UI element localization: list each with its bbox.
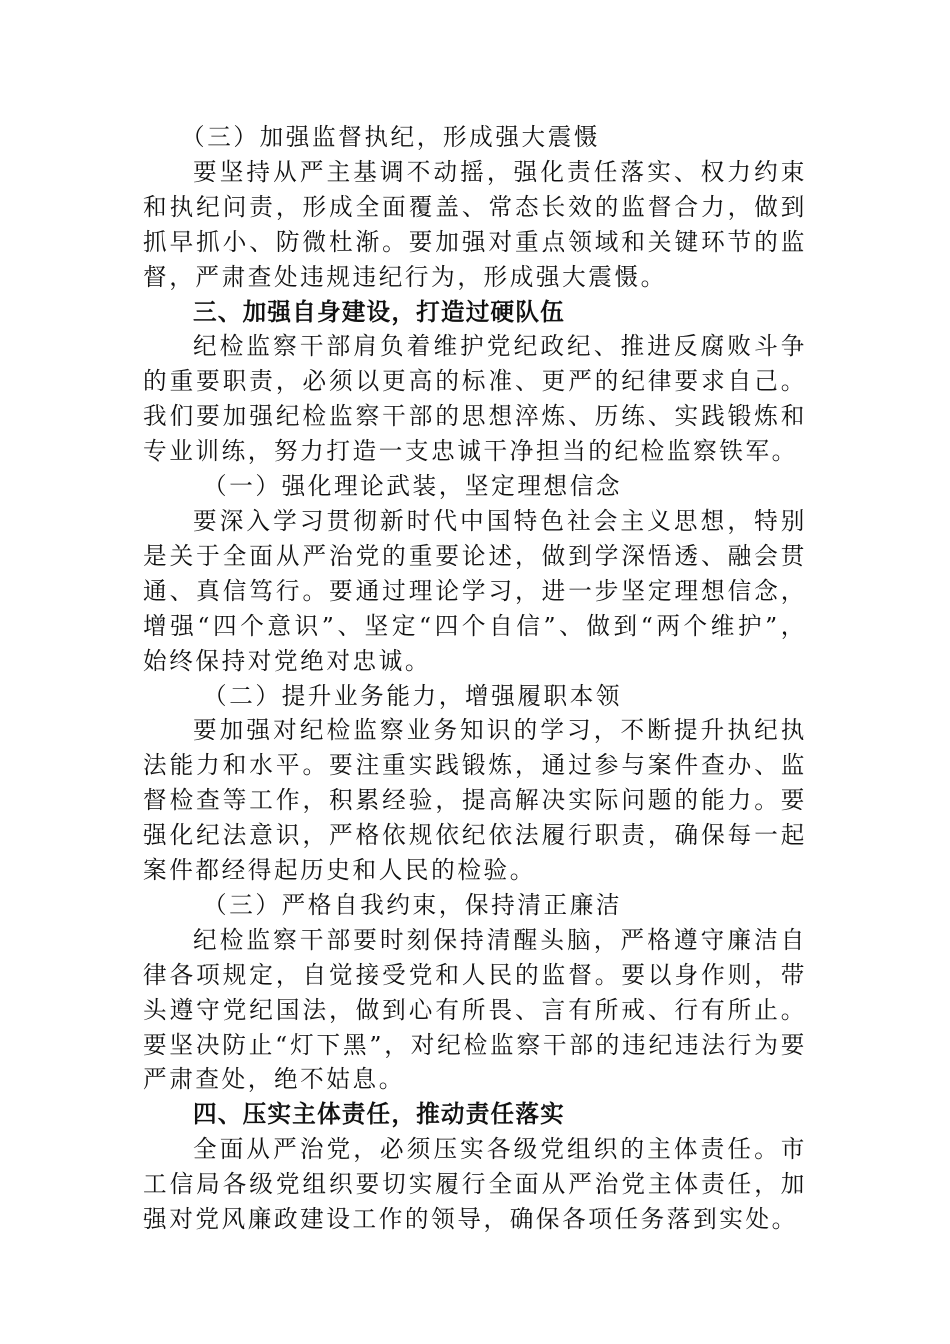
paragraph-theory: 要深入学习贯彻新时代中国特色社会主义思想，特别是关于全面从严治党的重要论述，做到学深悟透、融会贯通、真信笃行。要通过理论学习，进一步坚定理想信念，增强“四个意识”、坚定“四个自信”、做到“两个维护”，始终保持对党绝对忠诚。 — [143, 506, 807, 675]
subheading-theory: （一）强化理论武装，坚定理想信念 — [203, 472, 623, 501]
subheading-business-ability: （二）提升业务能力，增强履职本领 — [203, 681, 623, 710]
paragraph-responsibility: 全面从严治党，必须压实各级党组织的主体责任。市工信局各级党组织要切实履行全面从严治党主体责任，加强对党风廉政建设工作的领导，确保各项任务落到实处。 — [143, 1135, 807, 1234]
paragraph-self-building: 纪检监察干部肩负着维护党纪政纪、推进反腐败斗争的重要职责，必须以更高的标准、更严的纪律要求自己。我们要加强纪检监察干部的思想淬炼、历练、实践锻炼和专业训练，努力打造一支忠诚干净担当的纪检监察铁军。 — [143, 332, 807, 466]
document-body — [143, 120, 807, 1237]
section-heading-self-building: 三、加强自身建设，打造过硬队伍 — [193, 297, 565, 326]
section-heading-responsibility: 四、压实主体责任，推动责任落实 — [193, 1100, 565, 1129]
paragraph-supervision: 要坚持从严主基调不动摇，强化责任落实、权力约束和执纪问责，形成全面覆盖、常态长效的监督合力，做到抓早抓小、防微杜渐。要加强对重点领域和关键环节的监督，严肃查处违规违纪行为，形成强大震慑。 — [143, 157, 807, 291]
subheading-self-discipline: （三）严格自我约束，保持清正廉洁 — [203, 890, 623, 919]
paragraph-business-ability: 要加强对纪检监察业务知识的学习，不断提升执纪执法能力和水平。要注重实践锻炼，通过参与案件查办、监督检查等工作，积累经验，提高解决实际问题的能力。要强化纪法意识，严格依规依纪依法履行职责，确保每一起案件都经得起历史和人民的检验。 — [143, 716, 807, 885]
paragraph-self-discipline: 纪检监察干部要时刻保持清醒头脑，严格遵守廉洁自律各项规定，自觉接受党和人民的监督。要以身作则，带头遵守党纪国法，做到心有所畏、言有所戒、行有所止。要坚决防止“灯下黑”，对纪检监察干部的违纪违法行为要严肃查处，绝不姑息。 — [143, 925, 807, 1094]
subheading-strengthen-supervision: （三）加强监督执纪，形成强大震慑 — [181, 123, 601, 151]
